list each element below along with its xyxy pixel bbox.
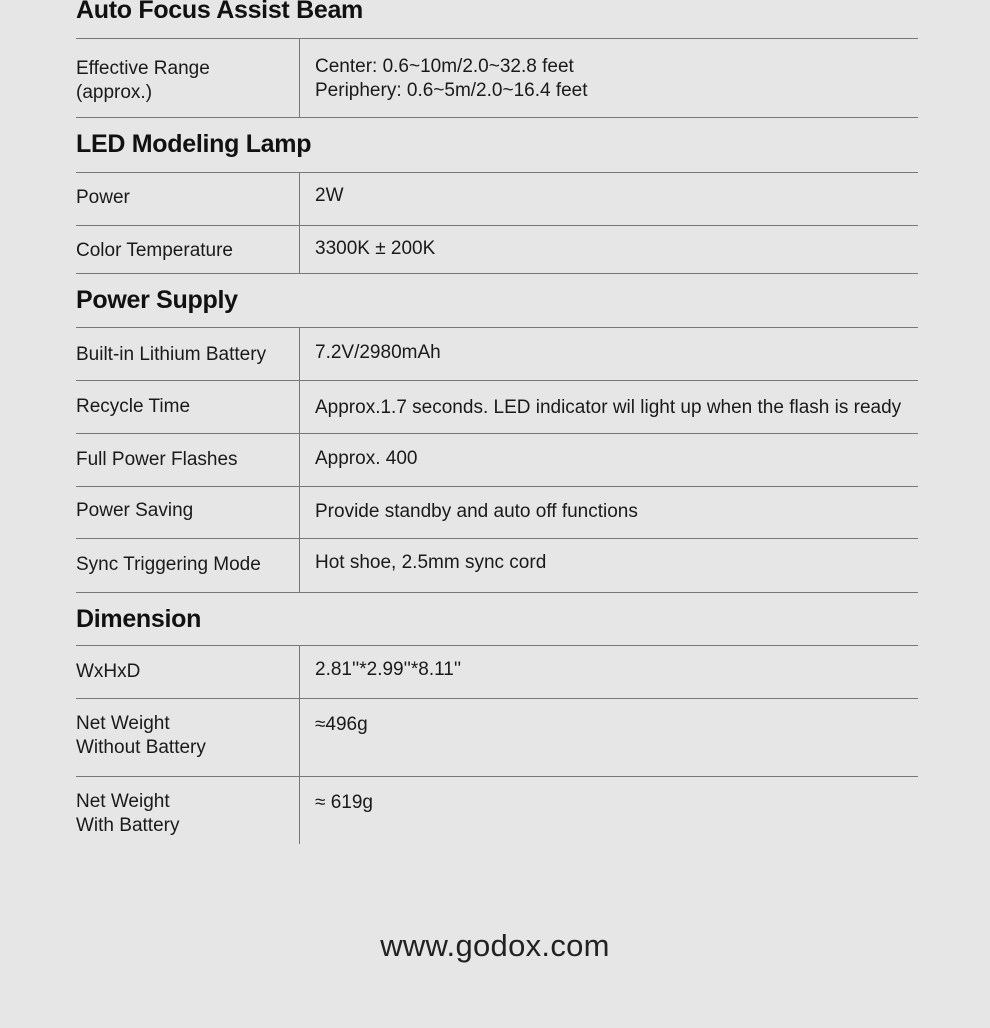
section-title-dimension: Dimension xyxy=(76,605,202,633)
spec-label: Built-in Lithium Battery xyxy=(76,344,267,365)
spec-label: Power xyxy=(76,187,130,208)
column-divider xyxy=(299,328,300,380)
spec-value: Approx.1.7 seconds. LED indicator wil light up when the flash is ready xyxy=(315,397,902,418)
spec-label: Sync Triggering Mode xyxy=(76,554,261,575)
spec-row-recycle-time xyxy=(76,381,918,433)
section-title-power-supply: Power Supply xyxy=(76,286,238,314)
spec-row-sync-triggering xyxy=(76,539,918,592)
column-divider xyxy=(299,487,300,538)
section-title-led-modeling-lamp: LED Modeling Lamp xyxy=(76,130,312,158)
spec-value: 3300K ± 200K xyxy=(315,238,436,259)
spec-row-battery xyxy=(76,328,918,380)
spec-row-effective-range xyxy=(76,39,918,117)
spec-label: Net Weight With Battery xyxy=(76,791,180,836)
spec-row-wxhxd xyxy=(76,646,918,698)
section-title-af-assist-beam: Auto Focus Assist Beam xyxy=(76,0,363,24)
spec-value: 2.81''*2.99''*8.11'' xyxy=(315,659,462,680)
spec-label: Full Power Flashes xyxy=(76,449,238,470)
spec-row-power-saving xyxy=(76,487,918,538)
spec-row-net-weight-without-battery xyxy=(76,699,918,776)
spec-row-power xyxy=(76,173,918,225)
column-divider xyxy=(299,173,300,225)
column-divider xyxy=(299,434,300,486)
spec-value: ≈496g xyxy=(315,714,368,735)
column-divider xyxy=(299,699,300,776)
spec-label: Color Temperature xyxy=(76,240,234,261)
column-divider xyxy=(299,539,300,592)
spec-row-color-temperature xyxy=(76,226,918,273)
spec-value: ≈ 619g xyxy=(315,792,373,813)
spec-value: Provide standby and auto off functions xyxy=(315,501,638,522)
column-divider xyxy=(299,777,300,844)
spec-label: Power Saving xyxy=(76,500,194,521)
divider xyxy=(76,117,918,118)
spec-value: Approx. 400 xyxy=(315,448,418,469)
spec-value: Hot shoe, 2.5mm sync cord xyxy=(315,552,547,573)
spec-row-full-power-flashes xyxy=(76,434,918,486)
divider xyxy=(76,273,918,274)
spec-label: Net Weight Without Battery xyxy=(76,713,206,758)
spec-label: Effective Range (approx.) xyxy=(76,58,210,103)
spec-label: Recycle Time xyxy=(76,396,191,417)
column-divider xyxy=(299,646,300,698)
column-divider xyxy=(299,381,300,433)
column-divider xyxy=(299,226,300,273)
spec-value: 7.2V/2980mAh xyxy=(315,342,441,363)
spec-value: 2W xyxy=(315,185,344,206)
website-url[interactable]: www.godox.com xyxy=(380,928,610,963)
spec-row-net-weight-with-battery xyxy=(76,777,918,844)
column-divider xyxy=(299,39,300,117)
spec-value: Center: 0.6~10m/2.0~32.8 feet Periphery: 0.6~5m/2.0~16.4 feet xyxy=(315,56,588,101)
spec-label: WxHxD xyxy=(76,661,141,682)
divider xyxy=(76,592,918,593)
